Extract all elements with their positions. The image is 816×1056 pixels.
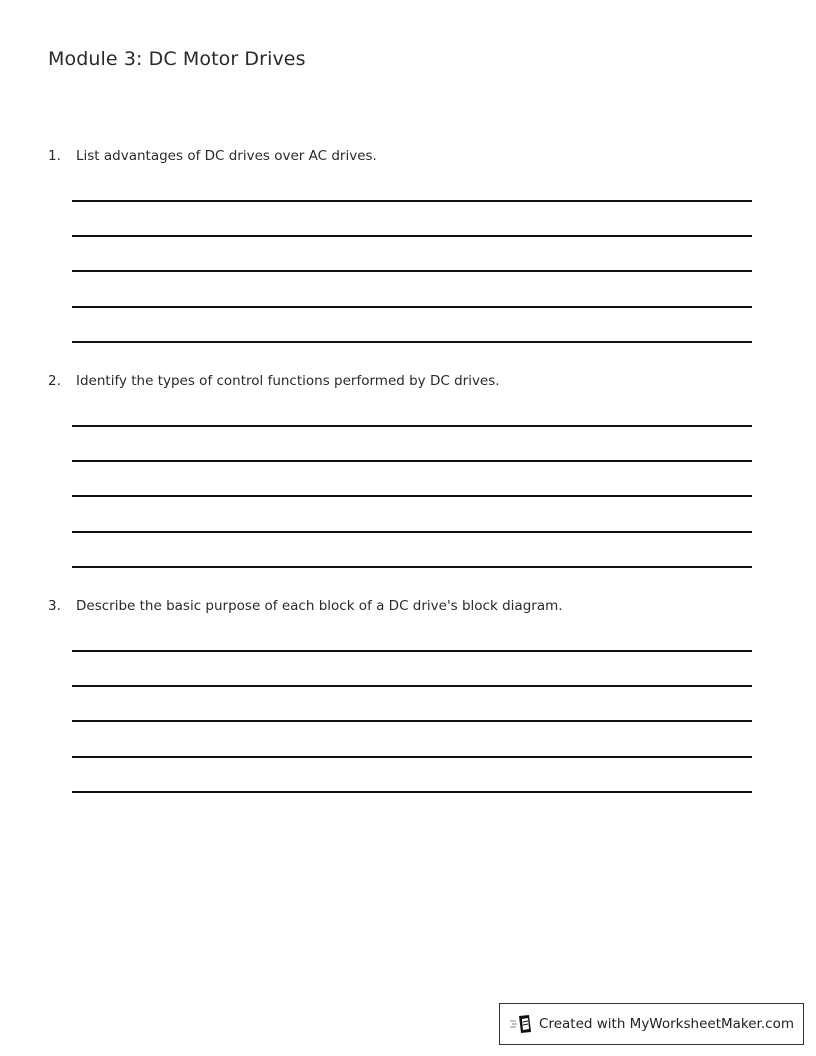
answer-line[interactable] — [72, 270, 752, 272]
answer-line[interactable] — [72, 460, 752, 462]
answer-line[interactable] — [72, 685, 752, 687]
answer-line[interactable] — [72, 566, 752, 568]
answer-line[interactable] — [72, 306, 752, 308]
answer-line[interactable] — [72, 200, 752, 202]
question-number: 2. — [48, 373, 61, 389]
answer-line[interactable] — [72, 341, 752, 343]
answer-line[interactable] — [72, 650, 752, 652]
answer-line[interactable] — [72, 235, 752, 237]
question-number: 1. — [48, 148, 61, 164]
question-3 — [48, 596, 768, 616]
question-text: Identify the types of control functions performed by DC drives. — [76, 373, 500, 389]
footer-text: Created with MyWorksheetMaker.com — [539, 1016, 794, 1032]
footer-badge[interactable] — [499, 1003, 804, 1045]
answer-line[interactable] — [72, 425, 752, 427]
page-title: Module 3: DC Motor Drives — [48, 48, 306, 70]
question-text: List advantages of DC drives over AC drives. — [76, 148, 377, 164]
answer-line[interactable] — [72, 531, 752, 533]
question-2 — [48, 371, 768, 391]
worksheet-logo-icon — [509, 1013, 533, 1035]
question-text: Describe the basic purpose of each block of a DC drive's block diagram. — [76, 598, 563, 614]
answer-line[interactable] — [72, 791, 752, 793]
question-number: 3. — [48, 598, 61, 614]
question-1 — [48, 146, 768, 166]
answer-line[interactable] — [72, 720, 752, 722]
answer-line[interactable] — [72, 756, 752, 758]
answer-line[interactable] — [72, 495, 752, 497]
